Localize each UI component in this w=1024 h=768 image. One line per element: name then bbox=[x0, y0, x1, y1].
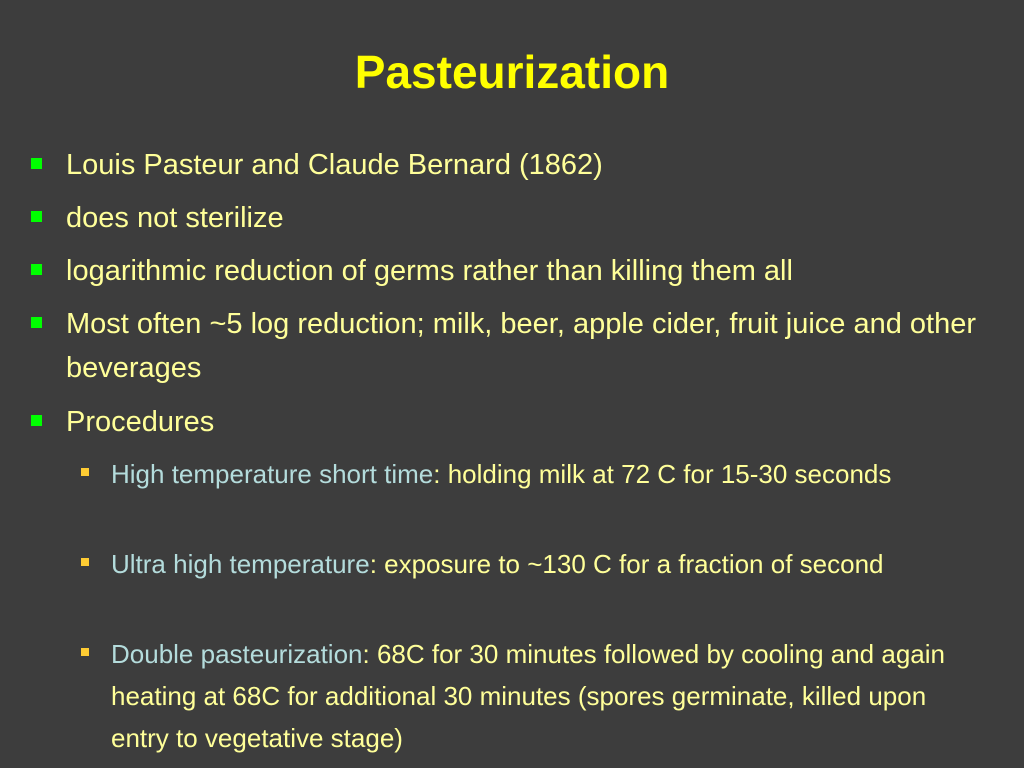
green-square-icon bbox=[31, 415, 42, 426]
bullet-item bbox=[66, 400, 996, 444]
bullet-text: does not sterilize bbox=[66, 202, 284, 234]
procedure-detail: : 68C for 30 minutes followed by cooling and again heating at 68C for additional 30 minutes (spores germinate, killed upon entry to vegetative stage) bbox=[111, 639, 945, 753]
bullet-item bbox=[66, 302, 996, 390]
procedure-term: Ultra high temperature bbox=[111, 549, 370, 579]
green-square-icon bbox=[31, 317, 42, 328]
green-square-icon bbox=[31, 264, 42, 275]
procedure-detail: : holding milk at 72 C for 15-30 seconds bbox=[433, 459, 892, 489]
bullet-item bbox=[66, 143, 996, 187]
orange-square-icon bbox=[81, 468, 89, 476]
bullet-item bbox=[66, 196, 996, 240]
bullet-text: Procedures bbox=[66, 406, 215, 438]
bullet-item bbox=[66, 249, 996, 293]
green-square-icon bbox=[31, 158, 42, 169]
green-square-icon bbox=[31, 211, 42, 222]
slide-title: Pasteurization bbox=[354, 46, 670, 98]
bullet-text: Louis Pasteur and Claude Bernard (1862) bbox=[66, 149, 603, 181]
procedure-term: Double pasteurization bbox=[111, 639, 363, 669]
procedure-detail: : exposure to ~130 C for a fraction of second bbox=[369, 549, 884, 579]
orange-square-icon bbox=[81, 558, 89, 566]
procedure-term: High temperature short time bbox=[111, 459, 434, 489]
bullet-text: Most often ~5 log reduction; milk, beer, apple cider, fruit juice and other beverages bbox=[66, 308, 976, 384]
sub-bullet-item bbox=[111, 453, 981, 495]
bullet-text: logarithmic reduction of germs rather than killing them all bbox=[66, 255, 793, 287]
sub-bullet-item bbox=[111, 633, 981, 759]
orange-square-icon bbox=[81, 648, 89, 656]
sub-bullet-item bbox=[111, 543, 981, 585]
